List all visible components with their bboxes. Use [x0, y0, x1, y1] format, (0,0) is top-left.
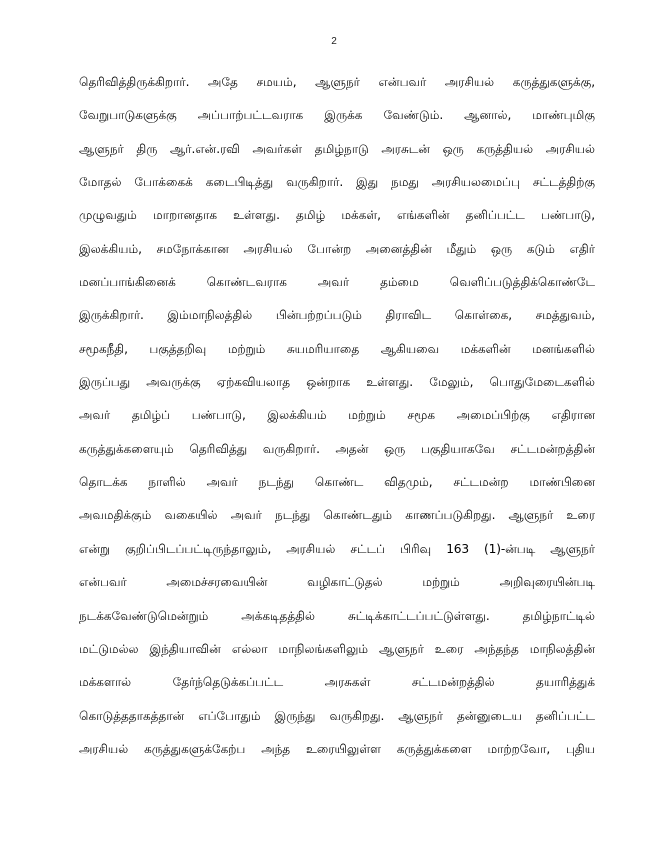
text-line: வேறுபாடுகளுக்கு அப்பாற்பட்டவராக இருக்க வேண்டும். ஆனால், மாண்புமிகு — [79, 108, 595, 123]
text-line: இருக்கிறார். இம்மாநிலத்தில் பின்பற்றப்படும் திராவிட கொள்கை, சமத்துவம், — [79, 308, 595, 323]
text-line: அவர் தமிழ்ப் பண்பாடு, இலக்கியம் மற்றும் சமூக அமைப்பிற்கு எதிரான — [79, 408, 595, 423]
text-line: மோதல் போக்கைக் கடைபிடித்து வருகிறார். இது நமது அரசியலமைப்பு சட்டத்திற்கு — [79, 175, 595, 190]
text-line: கொடுத்ததாகத்தான் எப்போதும் இருந்து வருகிறது. ஆளுநர் தன்னுடைய தனிப்பட்ட — [79, 708, 595, 723]
text-line: ஆளுநர் திரு ஆர்.என்.ரவி அவர்கள் தமிழ்நாடு அரசுடன் ஒரு கருத்தியல் அரசியல் — [79, 141, 595, 156]
text-line: மக்களால் தேர்ந்தெடுக்கப்பட்ட அரசுகள் சட்டமன்றத்தில் தயாரித்துக் — [79, 675, 595, 690]
text-line: என்று குறிப்பிடப்பட்டிருந்தாலும், அரசியல் சட்டப் பிரிவு 163 (1)-ன்படி ஆளுநர் — [79, 541, 595, 556]
text-line: தொடக்க நாளில் அவர் நடந்து கொண்ட விதமும், சட்டமன்ற மாண்பினை — [79, 475, 595, 490]
text-line: என்பவர் அமைச்சரவையின் வழிகாட்டுதல் மற்றும் அறிவுரையின்படி — [79, 575, 595, 590]
text-line: முழுவதும் மாறானதாக உள்ளது. தமிழ் மக்கள், எங்களின் தனிப்பட்ட பண்பாடு, — [79, 208, 595, 223]
page-number: 2 — [331, 36, 337, 47]
text-line: தெரிவித்திருக்கிறார். அதே சமயம், ஆளுநர் என்பவர் அரசியல் கருத்துகளுக்கு, — [79, 75, 595, 89]
text-line: மட்டுமல்ல இந்தியாவின் எல்லா மாநிலங்களிலும் ஆளுநர் உரை அந்தந்த மாநிலத்தின் — [79, 641, 595, 656]
text-line: நடக்கவேண்டுமென்றும் அக்கடிதத்தில் சுட்டிக்காட்டப்பட்டுள்ளது. தமிழ்நாட்டில் — [79, 608, 595, 623]
text-line: கருத்துக்களையும் தெரிவித்து வருகிறார். அதன் ஒரு பகுதியாகவே சட்டமன்றத்தின் — [79, 441, 595, 456]
text-line: அரசியல் கருத்துகளுக்கேற்ப அந்த உரையிலுள்ள கருத்துக்களை மாற்றவோ, புதிய — [79, 741, 595, 756]
text-line: இருப்பது அவருக்கு ஏற்கவியலாத ஒன்றாக உள்ளது. மேலும், பொதுமேடைகளில் — [79, 375, 595, 390]
text-line: இலக்கியம், சமநோக்கான அரசியல் போன்ற அனைத்தின் மீதும் ஒரு கடும் எதிர் — [79, 241, 595, 256]
text-line: அவமதிக்கும் வகையில் அவர் நடந்து கொண்டதும் காணப்படுகிறது. ஆளுநர் உரை — [79, 508, 595, 523]
body-paragraph — [79, 72, 595, 772]
text-line: மனப்பாங்கினைக் கொண்டவராக அவர் தம்மை வெளிப்படுத்திக்கொண்டே — [79, 275, 595, 290]
text-line: சமூகநீதி, பகுத்தறிவு மற்றும் சுயமரியாதை ஆகியவை மக்களின் மனங்களில் — [79, 341, 595, 356]
